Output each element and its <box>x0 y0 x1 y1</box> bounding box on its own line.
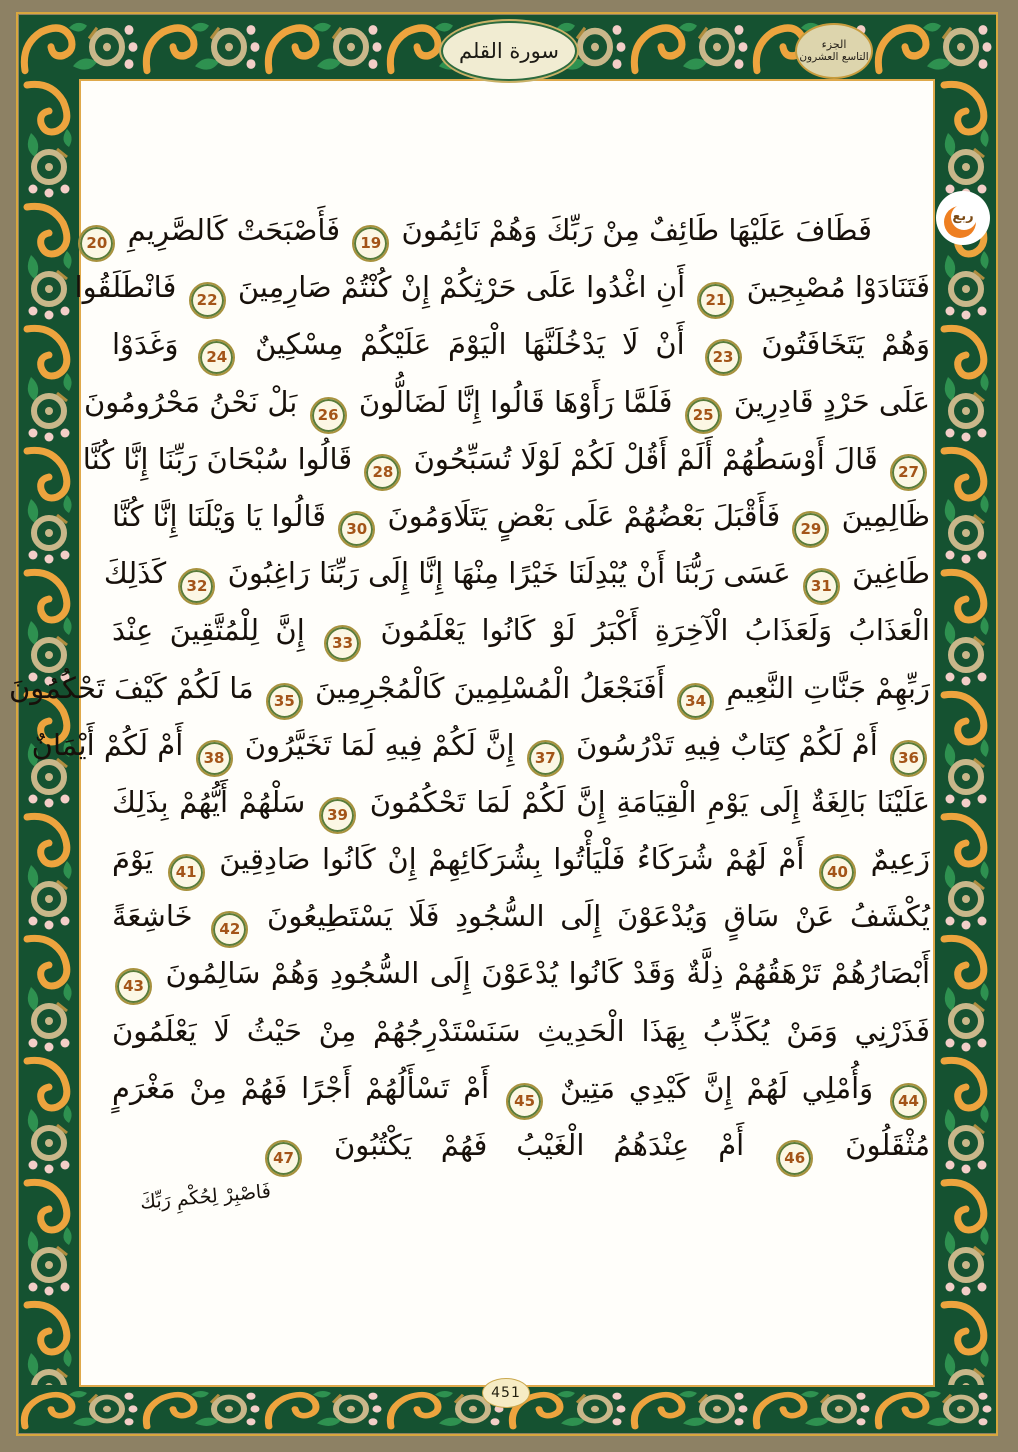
ayah-marker: 24 <box>198 339 235 376</box>
quran-line <box>112 831 930 888</box>
ayah-text: عَلَيْنَا بَالِغَةٌ إِلَى يَوْمِ الْقِيَامَةِ إِنَّ لَكُمْ لَمَا تَحْكُمُونَ <box>369 784 930 819</box>
ayah-marker: 46 <box>776 1140 813 1177</box>
ayah-marker: 19 <box>352 225 389 262</box>
ayah-text: قَالَ أَوْسَطُهُمْ أَلَمْ أَقُلْ لَكُمْ لَوْلَا تُسَبِّحُونَ <box>413 441 878 476</box>
ayah-marker: 40 <box>819 854 856 891</box>
quarter-label: ربع <box>952 209 974 224</box>
ayah-text: أَمْ لَكُمْ أَيْمَانٌ <box>31 727 184 762</box>
quran-line <box>112 945 930 1002</box>
ayah-text: قَالُوا يَا وَيْلَنَا إِنَّا كُنَّا <box>112 498 327 533</box>
juz-marker-oval <box>795 23 873 79</box>
ayah-marker: 44 <box>890 1083 927 1120</box>
ayah-text: فَأَصْبَحَتْ كَالصَّرِيمِ <box>127 213 341 247</box>
border-ornament-right <box>936 79 996 1385</box>
ayah-marker: 28 <box>364 454 401 491</box>
ayah-text: فَلَمَّا رَأَوْهَا قَالُوا إِنَّا لَضَالُّونَ <box>358 384 673 419</box>
ayah-text: وَهُمْ يَتَخَافَتُونَ <box>761 327 931 362</box>
surah-title: سورة القلم <box>458 39 560 63</box>
ayah-text: فَطَافَ عَلَيْهَا طَائِفٌ مِنْ رَبِّكَ وَهُمْ نَائِمُونَ <box>401 213 872 247</box>
juz-label: الجزء <box>821 38 847 51</box>
quran-line <box>9 660 930 717</box>
ayah-marker: 27 <box>890 454 927 491</box>
ayah-marker: 39 <box>319 797 356 834</box>
quran-line <box>74 259 930 316</box>
ayah-marker: 21 <box>697 282 734 319</box>
juz-name: التاسع العشرون <box>799 51 869 63</box>
ayah-marker: 41 <box>168 854 205 891</box>
ayah-text: أَمْ تَسْأَلُهُمْ أَجْرًا فَهُمْ مِنْ مَغْرَمٍ <box>112 1070 490 1105</box>
ayah-marker: 36 <box>890 740 927 777</box>
quran-line <box>112 888 930 945</box>
ayah-marker: 43 <box>115 968 152 1005</box>
ayah-marker: 30 <box>338 511 375 548</box>
ayah-text: مَا لَكُمْ كَيْفَ تَحْكُمُونَ <box>9 670 254 705</box>
ayah-text: بَلْ نَحْنُ مَحْرُومُونَ <box>83 384 298 419</box>
ayah-marker: 32 <box>178 568 215 605</box>
ayah-text: مُثْقَلُونَ <box>845 1128 931 1162</box>
quran-line <box>82 431 930 488</box>
ayah-marker: 35 <box>266 683 303 720</box>
ayah-text: أَمْ لَهُمْ شُرَكَاءُ فَلْيَأْتُوا بِشُرَكَائِهِمْ إِنْ كَانُوا صَادِقِينَ <box>219 842 805 877</box>
ayah-marker: 33 <box>324 625 361 662</box>
ayah-marker: 34 <box>677 683 714 720</box>
ayah-text: رَبِّهِمْ جَنَّاتِ النَّعِيمِ <box>726 670 930 705</box>
ayah-marker: 29 <box>792 511 829 548</box>
ayah-text: عَلَى حَرْدٍ قَادِرِينَ <box>733 384 930 419</box>
ayah-text: الْعَذَابُ وَلَعَذَابُ الْآخِرَةِ أَكْبَرُ لَوْ كَانُوا يَعْلَمُونَ <box>380 613 930 648</box>
ayah-text: وَأُمْلِي لَهُمْ إِنَّ كَيْدِي مَتِينٌ <box>559 1070 874 1105</box>
ayah-marker: 25 <box>685 397 722 434</box>
ayah-text: أَفَنَجْعَلُ الْمُسْلِمِينَ كَالْمُجْرِمِينَ <box>315 670 665 705</box>
ayah-marker: 23 <box>705 339 742 376</box>
ayah-marker: 26 <box>310 397 347 434</box>
quran-line <box>112 1117 930 1174</box>
ayah-text: فَتَنَادَوْا مُصْبِحِينَ <box>746 270 930 305</box>
ayah-marker: 22 <box>189 282 226 319</box>
quran-text-block <box>9 202 931 1174</box>
ayah-text: عَسَى رَبُّنَا أَنْ يُبْدِلَنَا خَيْرًا مِنْهَا إِنَّا إِلَى رَبِّنَا رَاغِبُونَ <box>227 556 791 591</box>
page-number: 451 <box>491 1385 521 1401</box>
ayah-text: كَذَلِكَ <box>103 556 167 591</box>
ayah-marker: 20 <box>78 225 115 262</box>
quran-line <box>103 545 930 602</box>
ayah-text: خَاشِعَةً <box>112 899 193 934</box>
quran-line <box>112 488 930 545</box>
ayah-text: طَاغِينَ <box>852 556 930 591</box>
ayah-text: أَنِ اغْدُوا عَلَى حَرْثِكُمْ إِنْ كُنْتُمْ صَارِمِينَ <box>237 270 686 305</box>
ayah-text: سَلْهُمْ أَيُّهُمْ بِذَلِكَ <box>112 784 306 819</box>
ayah-marker: 38 <box>196 740 233 777</box>
ayah-marker: 45 <box>506 1083 543 1120</box>
ayah-text: زَعِيمٌ <box>870 842 930 877</box>
ayah-text: أَمْ عِنْدَهُمُ الْغَيْبُ فَهُمْ يَكْتُبُونَ <box>333 1128 745 1162</box>
ayah-text: فَذَرْنِي وَمَنْ يُكَذِّبُ بِهَذَا الْحَدِيثِ سَنَسْتَدْرِجُهُمْ مِنْ حَيْثُ لَا يَعْلَمُونَ <box>112 1013 930 1048</box>
ayah-text: فَانْطَلَقُوا <box>74 270 177 305</box>
quran-line <box>86 202 930 259</box>
ayah-text: قَالُوا سُبْحَانَ رَبِّنَا إِنَّا كُنَّا <box>82 441 353 476</box>
ayah-text: إِنَّ لِلْمُتَّقِينَ عِنْدَ <box>112 613 305 648</box>
ayah-text: ظَالِمِينَ <box>841 498 931 533</box>
ayah-text: أَمْ لَكُمْ كِتَابٌ فِيهِ تَدْرُسُونَ <box>576 727 878 762</box>
surah-title-cartouche <box>441 21 577 81</box>
quran-line <box>31 717 930 774</box>
ayah-marker: 37 <box>527 740 564 777</box>
ayah-marker: 42 <box>211 911 248 948</box>
quran-line <box>112 1060 930 1117</box>
continuation-catchword: فَاصْبِرْ لِحُكْمِ رَبِّكَ <box>139 1180 272 1214</box>
ayah-text: أَبْصَارُهُمْ تَرْهَقُهُمْ ذِلَّةٌ وَقَدْ كَانُوا يُدْعَوْنَ إِلَى السُّجُودِ وَهُمْ سَالِمُونَ <box>165 956 930 991</box>
ayah-text: وَغَدَوْا <box>112 327 179 362</box>
ayah-text: إِنَّ لَكُمْ فِيهِ لَمَا تَخَيَّرُونَ <box>244 727 515 762</box>
quarter-hizb-roundel <box>934 189 992 247</box>
ayah-marker: 31 <box>803 568 840 605</box>
ayah-text: أَنْ لَا يَدْخُلَنَّهَا الْيَوْمَ عَلَيْكُمْ مِسْكِينٌ <box>255 327 685 362</box>
quran-line <box>112 774 930 831</box>
ayah-text: فَأَقْبَلَ بَعْضُهُمْ عَلَى بَعْضٍ يَتَلَاوَمُونَ <box>387 498 781 533</box>
quran-line <box>112 1003 930 1060</box>
ayah-marker: 47 <box>265 1140 302 1177</box>
quran-line <box>83 374 930 431</box>
page-number-oval <box>482 1378 530 1408</box>
quran-line <box>112 602 930 659</box>
quran-line <box>112 316 930 373</box>
ayah-text: يَوْمَ <box>112 842 154 877</box>
ayah-text: يُكْشَفُ عَنْ سَاقٍ وَيُدْعَوْنَ إِلَى السُّجُودِ فَلَا يَسْتَطِيعُونَ <box>267 899 931 934</box>
